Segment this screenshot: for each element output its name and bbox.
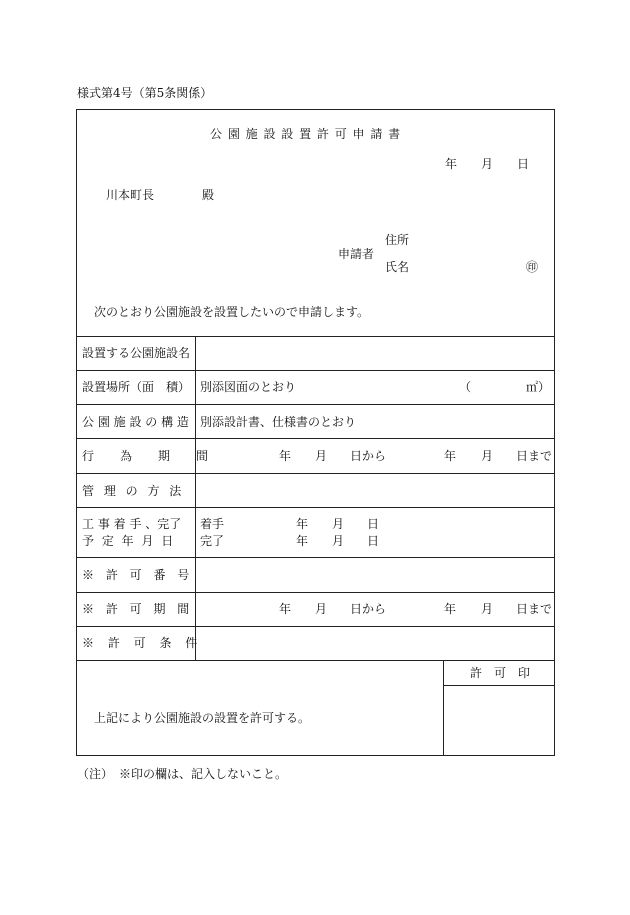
row-label-construction-line1: 工 事 着 手 、完了 <box>82 517 182 531</box>
construction-end-day: 日 <box>367 534 380 548</box>
period-to-day: 日まで <box>516 449 553 463</box>
location-unit: ㎡） <box>526 380 551 394</box>
construction-start-month: 月 <box>332 517 345 531</box>
permit-period-from-month: 月 <box>315 602 328 616</box>
permit-period-from-year: 年 <box>279 602 292 616</box>
period-to-month: 月 <box>481 449 494 463</box>
date-day: 日 <box>517 157 530 171</box>
row-label-period: 行 為 期 間 <box>82 449 216 463</box>
permit-seal-label: 許 可 印 <box>470 666 531 680</box>
permit-period-to-month: 月 <box>481 602 494 616</box>
row-label-structure: 公 園 施 設 の 構 造 <box>82 415 189 429</box>
construction-end-label: 完了 <box>200 534 225 548</box>
seal-icon: ㊞ <box>526 260 539 274</box>
application-form-frame <box>76 109 555 756</box>
construction-end-month: 月 <box>332 534 345 548</box>
permit-period-from-day: 日から <box>350 602 387 616</box>
row-label-facility-name: 設置する公園施設名 <box>82 346 191 360</box>
row-label-construction-line2: 予 定 年 月 日 <box>82 534 176 548</box>
footnote: （注） ※印の欄は、記入しないこと。 <box>77 767 288 781</box>
form-number: 様式第4号（第5条関係） <box>77 86 213 100</box>
construction-start-year: 年 <box>296 517 309 531</box>
row-label-permit-conditions: ※ 許 可 条 件 <box>82 636 203 650</box>
row-label-permit-period: ※ 許 可 期 間 <box>82 602 194 616</box>
date-month: 月 <box>481 157 494 171</box>
period-from-month: 月 <box>315 449 328 463</box>
construction-start-label: 着手 <box>200 517 225 531</box>
row-label-permit-number: ※ 許 可 番 号 <box>82 568 194 582</box>
addressee-honorific: 殿 <box>202 188 215 202</box>
applicant-address-label: 住所 <box>385 233 410 247</box>
row-label-management: 管 理 の 方 法 <box>82 484 185 498</box>
period-from-year: 年 <box>279 449 292 463</box>
row-label-location: 設置場所（面 積） <box>82 380 191 394</box>
location-value: 別添図面のとおり <box>200 380 297 394</box>
date-year: 年 <box>445 157 458 171</box>
structure-value: 別添設計書、仕様書のとおり <box>200 415 357 429</box>
applicant-label: 申請者 <box>338 247 375 261</box>
addressee-name: 川本町長 <box>106 188 155 202</box>
period-to-year: 年 <box>444 449 457 463</box>
permit-period-to-day: 日まで <box>516 602 553 616</box>
location-paren-open: （ <box>459 380 472 394</box>
permit-period-to-year: 年 <box>444 602 457 616</box>
form-title: 公 園 施 設 設 置 許 可 申 請 書 <box>210 127 402 141</box>
construction-start-day: 日 <box>367 517 380 531</box>
permit-statement: 上記により公園施設の設置を許可する。 <box>94 711 311 725</box>
intro-text: 次のとおり公園施設を設置したいので申請します。 <box>94 305 370 319</box>
construction-end-year: 年 <box>296 534 309 548</box>
period-from-day: 日から <box>350 449 387 463</box>
applicant-name-label: 氏名 <box>385 260 410 274</box>
